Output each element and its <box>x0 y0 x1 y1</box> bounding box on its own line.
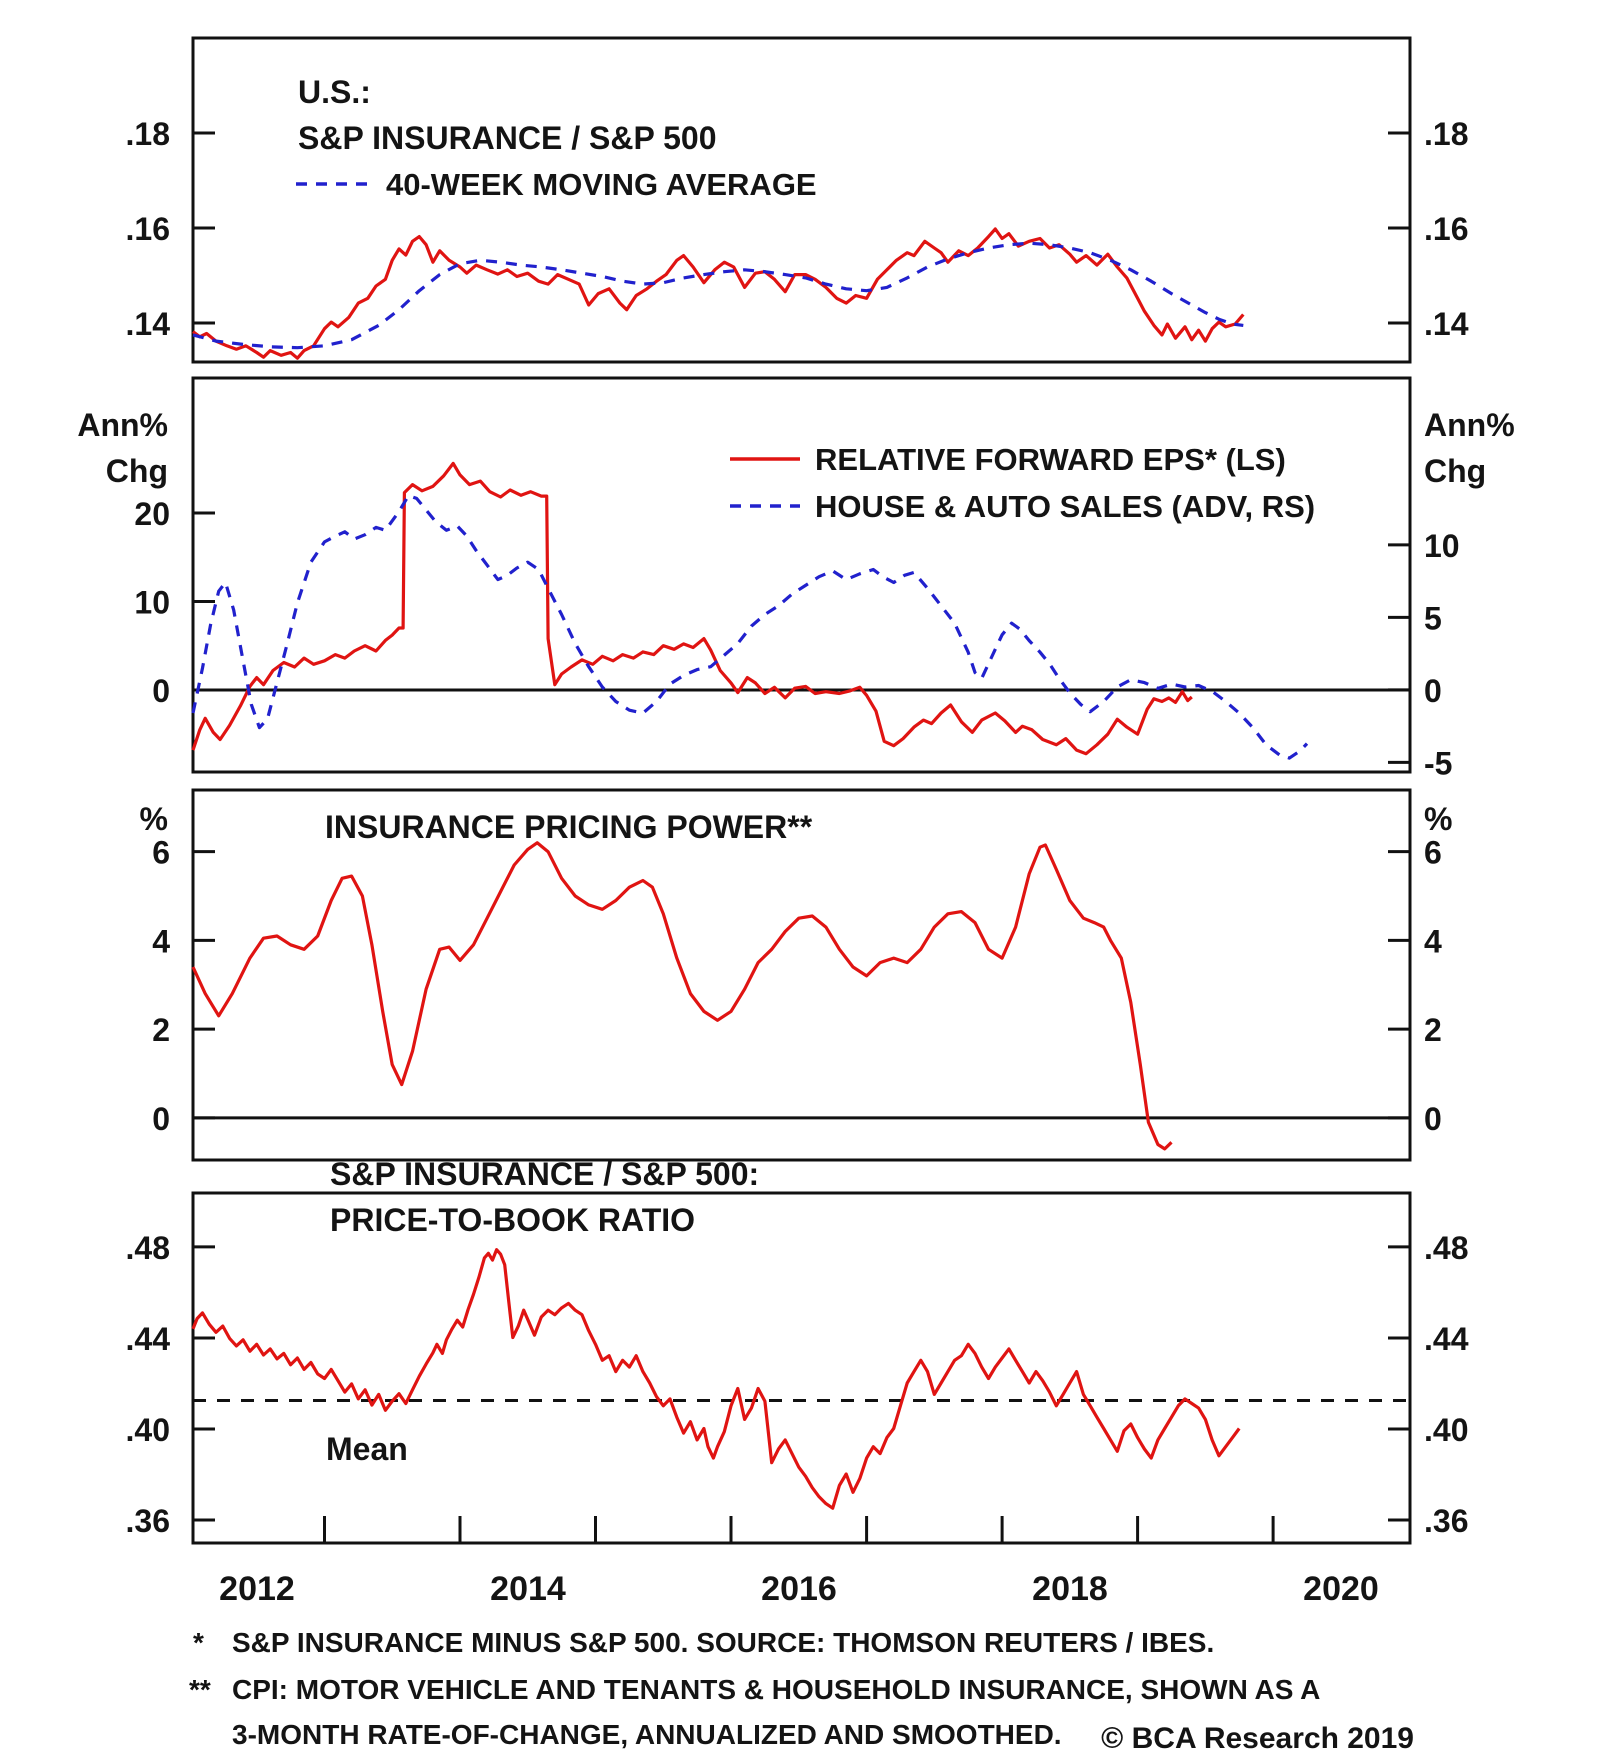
panel-border <box>193 1193 1410 1543</box>
copyright: © BCA Research 2019 <box>1101 1722 1414 1755</box>
x-label-2020: 2020 <box>1303 1570 1379 1608</box>
series-line-blue <box>193 496 1307 759</box>
x-label-2014: 2014 <box>490 1570 566 1608</box>
panel-border <box>193 378 1410 772</box>
y-tick-label: .36 <box>1424 1503 1469 1540</box>
y-tick-label: .14 <box>1424 306 1469 343</box>
y-tick-label: 0 <box>152 1100 170 1137</box>
panel1-title-line1: U.S.: <box>298 74 371 110</box>
chart-axes-layer <box>126 38 1469 1543</box>
y-tick-label: 10 <box>134 584 170 621</box>
y-tick-label: 6 <box>152 834 170 871</box>
series-line-red <box>193 229 1243 358</box>
footnote2-text-line2: 3-MONTH RATE-OF-CHANGE, ANNUALIZED AND SMOOTHED. <box>232 1719 1062 1750</box>
series-line-red <box>193 843 1172 1149</box>
panel2-left-unit-line1: Ann% <box>77 407 168 443</box>
y-tick-label: .40 <box>125 1411 170 1448</box>
panel1-legend-ma-label: 40-WEEK MOVING AVERAGE <box>386 167 817 202</box>
y-tick-label: .14 <box>125 306 170 343</box>
y-tick-label: .18 <box>125 116 170 153</box>
series-line-blue <box>193 243 1243 348</box>
y-tick-label: 0 <box>1424 672 1442 709</box>
footnote1-text: S&P INSURANCE MINUS S&P 500. SOURCE: THOMSON REUTERS / IBES. <box>232 1627 1215 1658</box>
panel2-left-unit-line2: Chg <box>105 453 168 489</box>
y-tick-label: .16 <box>1424 211 1469 248</box>
panel3-left-unit: % <box>139 801 168 837</box>
panel3-title: INSURANCE PRICING POWER** <box>325 809 813 845</box>
y-tick-label: -5 <box>1424 745 1453 782</box>
panel1-title-line2: S&P INSURANCE / S&P 500 <box>298 120 717 156</box>
footnote2-text: CPI: MOTOR VEHICLE AND TENANTS & HOUSEHOLD INSURANCE, SHOWN AS A <box>232 1674 1321 1705</box>
y-tick-label: .48 <box>1424 1229 1469 1266</box>
y-tick-label: 0 <box>1424 1100 1442 1137</box>
footnote1-marker: * <box>193 1627 204 1658</box>
panel2-legend-sales-label: HOUSE & AUTO SALES (ADV, RS) <box>815 489 1316 524</box>
panel3-right-unit: % <box>1424 801 1453 837</box>
panel2-right-unit-line1: Ann% <box>1424 407 1515 443</box>
panel2-right-unit-line2: Chg <box>1424 453 1487 489</box>
y-tick-label: 5 <box>1424 600 1442 637</box>
chart-series-layer <box>193 229 1307 1508</box>
y-tick-label: .16 <box>125 211 170 248</box>
y-tick-label: .40 <box>1424 1411 1469 1448</box>
y-tick-label: 4 <box>1424 923 1442 960</box>
y-tick-label: .44 <box>125 1320 170 1357</box>
y-tick-label: .44 <box>1424 1320 1469 1357</box>
footnote2-marker: ** <box>189 1674 211 1705</box>
y-tick-label: 0 <box>152 672 170 709</box>
y-tick-label: 4 <box>152 923 170 960</box>
y-tick-label: 2 <box>152 1012 170 1049</box>
x-label-2018: 2018 <box>1032 1570 1108 1608</box>
y-tick-label: .36 <box>125 1503 170 1540</box>
x-label-2016: 2016 <box>761 1570 837 1608</box>
panel4-mean-label: Mean <box>326 1431 408 1467</box>
panel2-legend-eps-label: RELATIVE FORWARD EPS* (LS) <box>815 442 1286 477</box>
series-line-red <box>193 1250 1239 1509</box>
y-tick-label: 10 <box>1424 527 1460 564</box>
x-label-2012: 2012 <box>219 1570 295 1608</box>
y-tick-label: 6 <box>1424 834 1442 871</box>
y-tick-label: 2 <box>1424 1012 1442 1049</box>
y-tick-label: .48 <box>125 1229 170 1266</box>
y-tick-label: .18 <box>1424 116 1469 153</box>
panel4-title-line2: PRICE-TO-BOOK RATIO <box>330 1202 696 1238</box>
panel4-title-line1: S&P INSURANCE / S&P 500: <box>330 1156 760 1192</box>
y-tick-label: 20 <box>134 495 170 532</box>
